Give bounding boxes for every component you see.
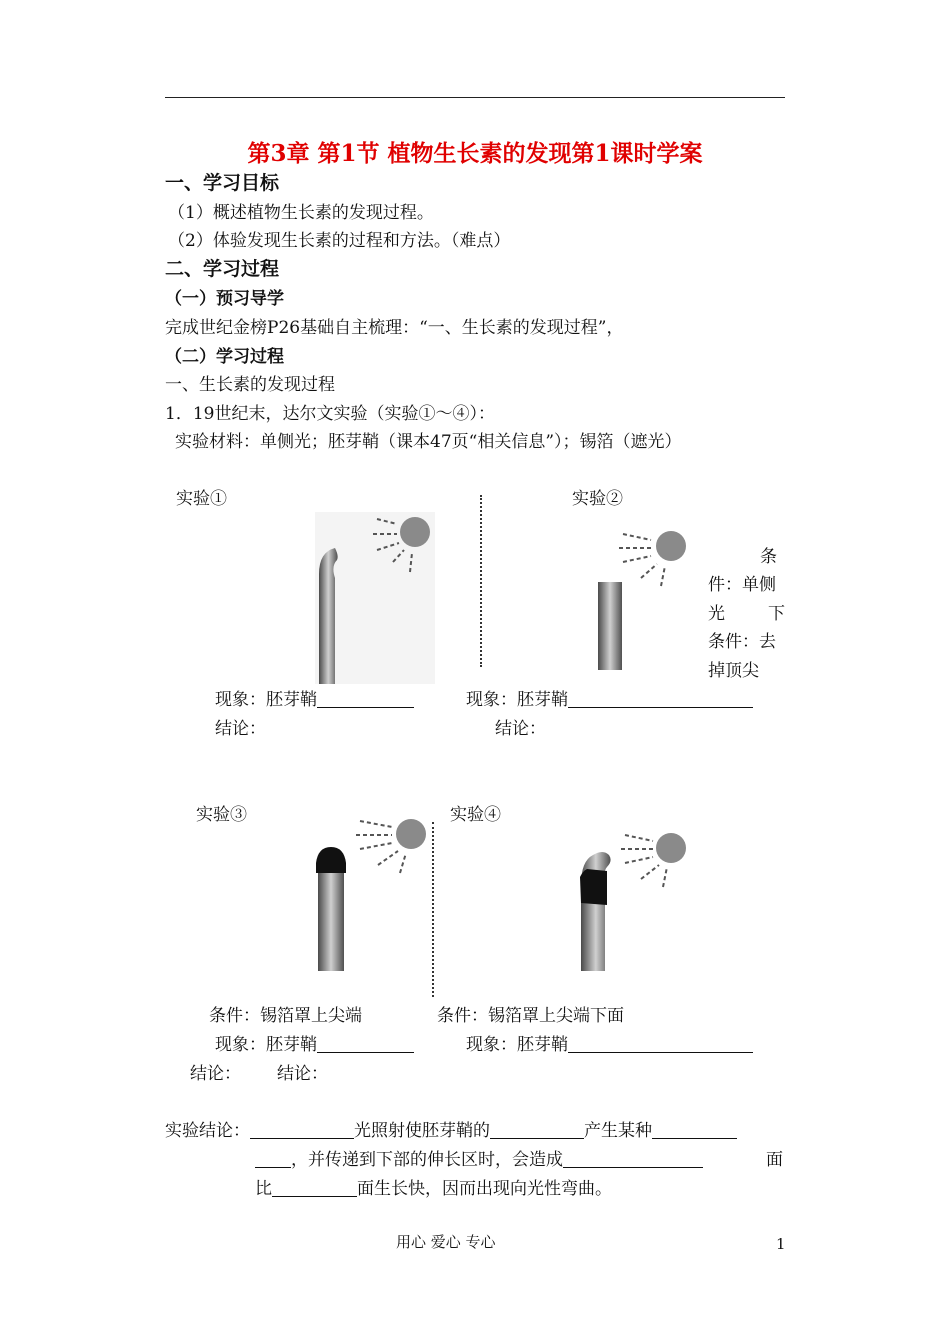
exp3-phenomenon-label: 现象：胚芽鞘 — [215, 1035, 317, 1055]
header-rule — [165, 97, 785, 98]
exp3-sun-icon — [396, 819, 426, 849]
process-subheading: （二）学习过程 — [165, 347, 284, 367]
exp4-phenomenon-label: 现象：胚芽鞘 — [466, 1035, 568, 1055]
exp4-foil-band — [580, 869, 607, 905]
exp2-conclusion: 结论： — [495, 719, 546, 739]
exp2-cond-line-6: 掉顶尖 — [708, 661, 759, 681]
exp1-answer-blank[interactable] — [317, 691, 414, 708]
exp4-answer-blank[interactable] — [568, 1036, 753, 1053]
exp4-sun-icon — [656, 833, 686, 863]
page-title: 第3章 第1节 植物生长素的发现第1课时学案 — [247, 140, 703, 167]
exp3-coleoptile — [318, 871, 344, 971]
exp4-bent-coleoptile — [581, 852, 611, 971]
separator-bottom — [432, 822, 434, 997]
exp1-conclusion: 结论： — [215, 719, 266, 739]
exp2-cond-line-3: 光 — [708, 604, 725, 624]
summary-blank-4[interactable] — [255, 1151, 291, 1168]
exp1-figure — [315, 512, 435, 684]
section-goals-heading: 一、学习目标 — [165, 172, 280, 194]
summary-line-1 — [165, 1121, 737, 1141]
exp4-phenomenon — [466, 1035, 753, 1055]
exp1-sun-icon — [400, 517, 430, 547]
exp2-phenomenon-label: 现象：胚芽鞘 — [466, 690, 568, 710]
exp3-answer-blank[interactable] — [317, 1036, 414, 1053]
summary-blank-3[interactable] — [652, 1122, 737, 1139]
exp3-condition: 条件：锡箔罩上尖端 — [209, 1006, 362, 1026]
summary-text-2: 产生某种 — [584, 1121, 652, 1141]
summary-blank-2[interactable] — [490, 1122, 584, 1139]
exp4-figure — [575, 815, 695, 975]
goal-1: （1）概述植物生长素的发现过程。 — [168, 203, 434, 223]
summary-label: 实验结论： — [165, 1121, 250, 1141]
summary-text-3: ，并传递到下部的伸长区时，会造成 — [291, 1150, 563, 1170]
separator-top — [480, 495, 482, 667]
exp3-label: 实验③ — [196, 805, 247, 825]
summary-text-4: 面 — [766, 1150, 783, 1170]
exp2-cond-line-4: 下 — [768, 604, 785, 624]
exp3-conclusion: 结论： — [190, 1064, 241, 1084]
footer-motto: 用心 爱心 专心 — [396, 1233, 496, 1251]
exp2-sun-icon — [656, 531, 686, 561]
exp2-cond-line-2: 件：单侧 — [708, 575, 776, 595]
section-process-heading: 二、学习过程 — [165, 258, 280, 280]
summary-line-2 — [255, 1150, 703, 1170]
exp1-phenomenon-label: 现象：胚芽鞘 — [215, 690, 317, 710]
summary-text-1: 光照射使胚芽鞘的 — [354, 1121, 490, 1141]
preview-text: 完成世纪金榜P26基础自主梳理：“一、生长素的发现过程”， — [165, 318, 624, 338]
exp1-label: 实验① — [176, 489, 227, 509]
materials-text: 实验材料：单侧光；胚芽鞘（课本47页“相关信息”）；锡箔（遮光） — [175, 432, 682, 452]
exp3-foil-cap — [316, 847, 346, 873]
summary-blank-5[interactable] — [563, 1151, 703, 1168]
exp2-cond-line-5: 条件：去 — [708, 632, 776, 652]
exp3-phenomenon — [215, 1035, 414, 1055]
darwin-item: 1．19世纪末，达尔文实验（实验①～④）： — [165, 404, 495, 424]
exp2-cut-coleoptile — [598, 582, 622, 670]
page-number: 1 — [776, 1235, 786, 1253]
summary-text-5: 比 — [255, 1179, 272, 1199]
preview-heading: （一）预习导学 — [165, 289, 284, 309]
exp4-conclusion: 结论： — [277, 1064, 328, 1084]
exp2-answer-blank[interactable] — [568, 691, 753, 708]
exp4-label: 实验④ — [450, 805, 501, 825]
exp4-condition: 条件：锡箔罩上尖端下面 — [437, 1006, 624, 1026]
summary-blank-1[interactable] — [250, 1122, 354, 1139]
part-heading: 一、生长素的发现过程 — [165, 375, 335, 395]
exp2-phenomenon — [466, 690, 753, 710]
exp1-phenomenon — [215, 690, 414, 710]
exp3-figure — [310, 815, 435, 975]
goal-2: （2）体验发现生长素的过程和方法。（难点） — [168, 231, 511, 251]
summary-text-6: 面生长快，因而出现向光性弯曲。 — [357, 1179, 612, 1199]
exp2-figure — [595, 528, 695, 670]
exp2-label: 实验② — [572, 489, 623, 509]
summary-line-3 — [255, 1179, 612, 1199]
summary-blank-6[interactable] — [272, 1180, 357, 1197]
exp2-cond-line-1: 条 — [760, 547, 777, 567]
